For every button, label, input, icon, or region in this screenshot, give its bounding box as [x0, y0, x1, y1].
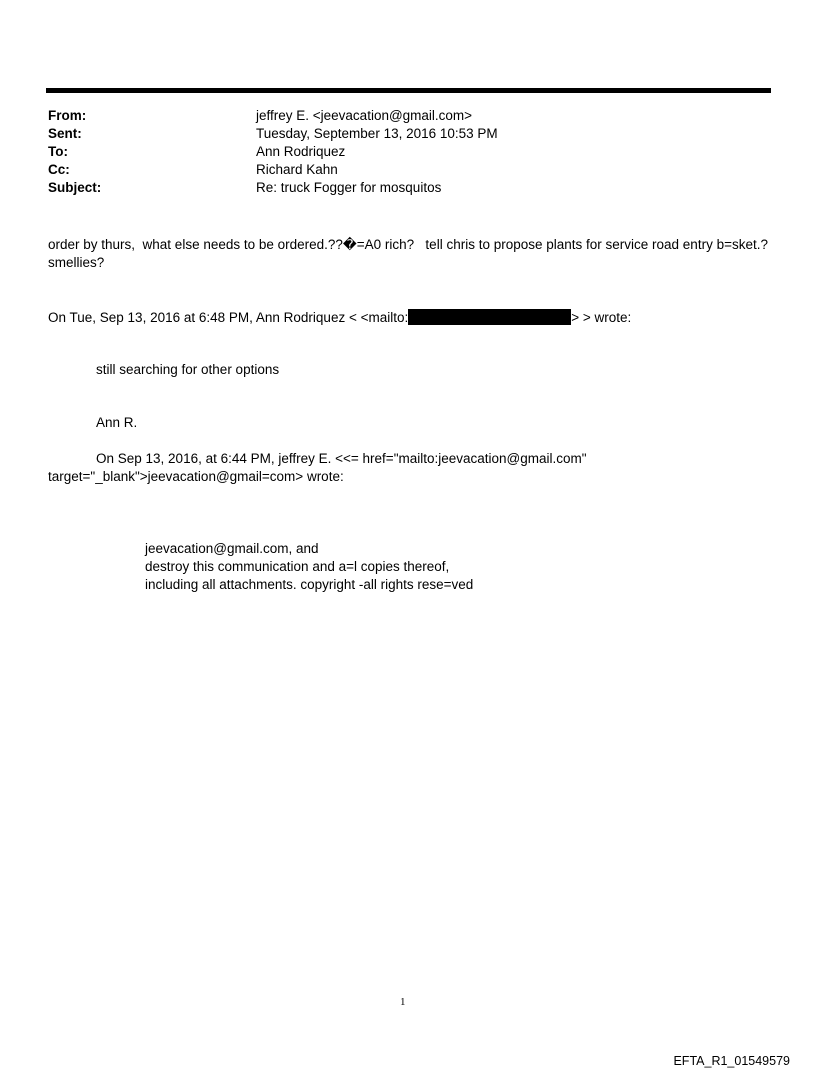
body-line-1: order by thurs, what else needs to be ordered.??�=A0 rich? tell chris to propose plants for service road entry b=sket.? — [48, 237, 768, 252]
header-value: Richard Kahn — [256, 162, 338, 177]
header-label: To: — [48, 144, 68, 159]
bates-number: EFTA_R1_01549579 — [673, 1054, 790, 1068]
disclaimer-line-1: jeevacation@gmail.com, and — [145, 541, 319, 556]
disclaimer-line-3: including all attachments. copyright -all rights rese=ved — [145, 577, 474, 592]
signature: Ann R. — [96, 415, 138, 430]
page-number: 1 — [400, 996, 406, 1008]
reply-text: still searching for other options — [96, 362, 280, 377]
header-rule — [46, 88, 771, 93]
header-row-cc — [48, 161, 768, 179]
header-row-subject — [48, 179, 768, 197]
header-label: From: — [48, 108, 87, 123]
disclaimer-line-2: destroy this communication and a=l copies thereof, — [145, 559, 450, 574]
header-value: Tuesday, September 13, 2016 10:53 PM — [256, 126, 498, 141]
header-value: Re: truck Fogger for mosquitos — [256, 180, 442, 195]
nested-intro-line-2: target="_blank">jeevacation@gmail=com> wrote: — [48, 469, 344, 484]
quote-intro-suffix: > > wrote: — [571, 310, 632, 325]
header-row-to — [48, 143, 768, 161]
email-header — [48, 107, 768, 197]
nested-intro-line-1: On Sep 13, 2016, at 6:44 PM, jeffrey E. <<= href="mailto:jeevacation@gmail.com" — [96, 451, 587, 466]
header-label: Subject: — [48, 180, 102, 195]
header-label: Cc: — [48, 162, 70, 177]
header-value: jeffrey E. <jeevacation@gmail.com> — [256, 108, 473, 123]
body-line-2: smellies? — [48, 255, 105, 270]
header-row-sent — [48, 125, 768, 143]
header-value: Ann Rodriquez — [256, 144, 346, 159]
header-row-from — [48, 107, 768, 125]
quote-intro — [48, 309, 631, 327]
header-label: Sent: — [48, 126, 82, 141]
quote-intro-text: On Tue, Sep 13, 2016 at 6:48 PM, Ann Rodriquez < <mailto: — [48, 310, 409, 325]
redaction-block — [408, 309, 571, 325]
